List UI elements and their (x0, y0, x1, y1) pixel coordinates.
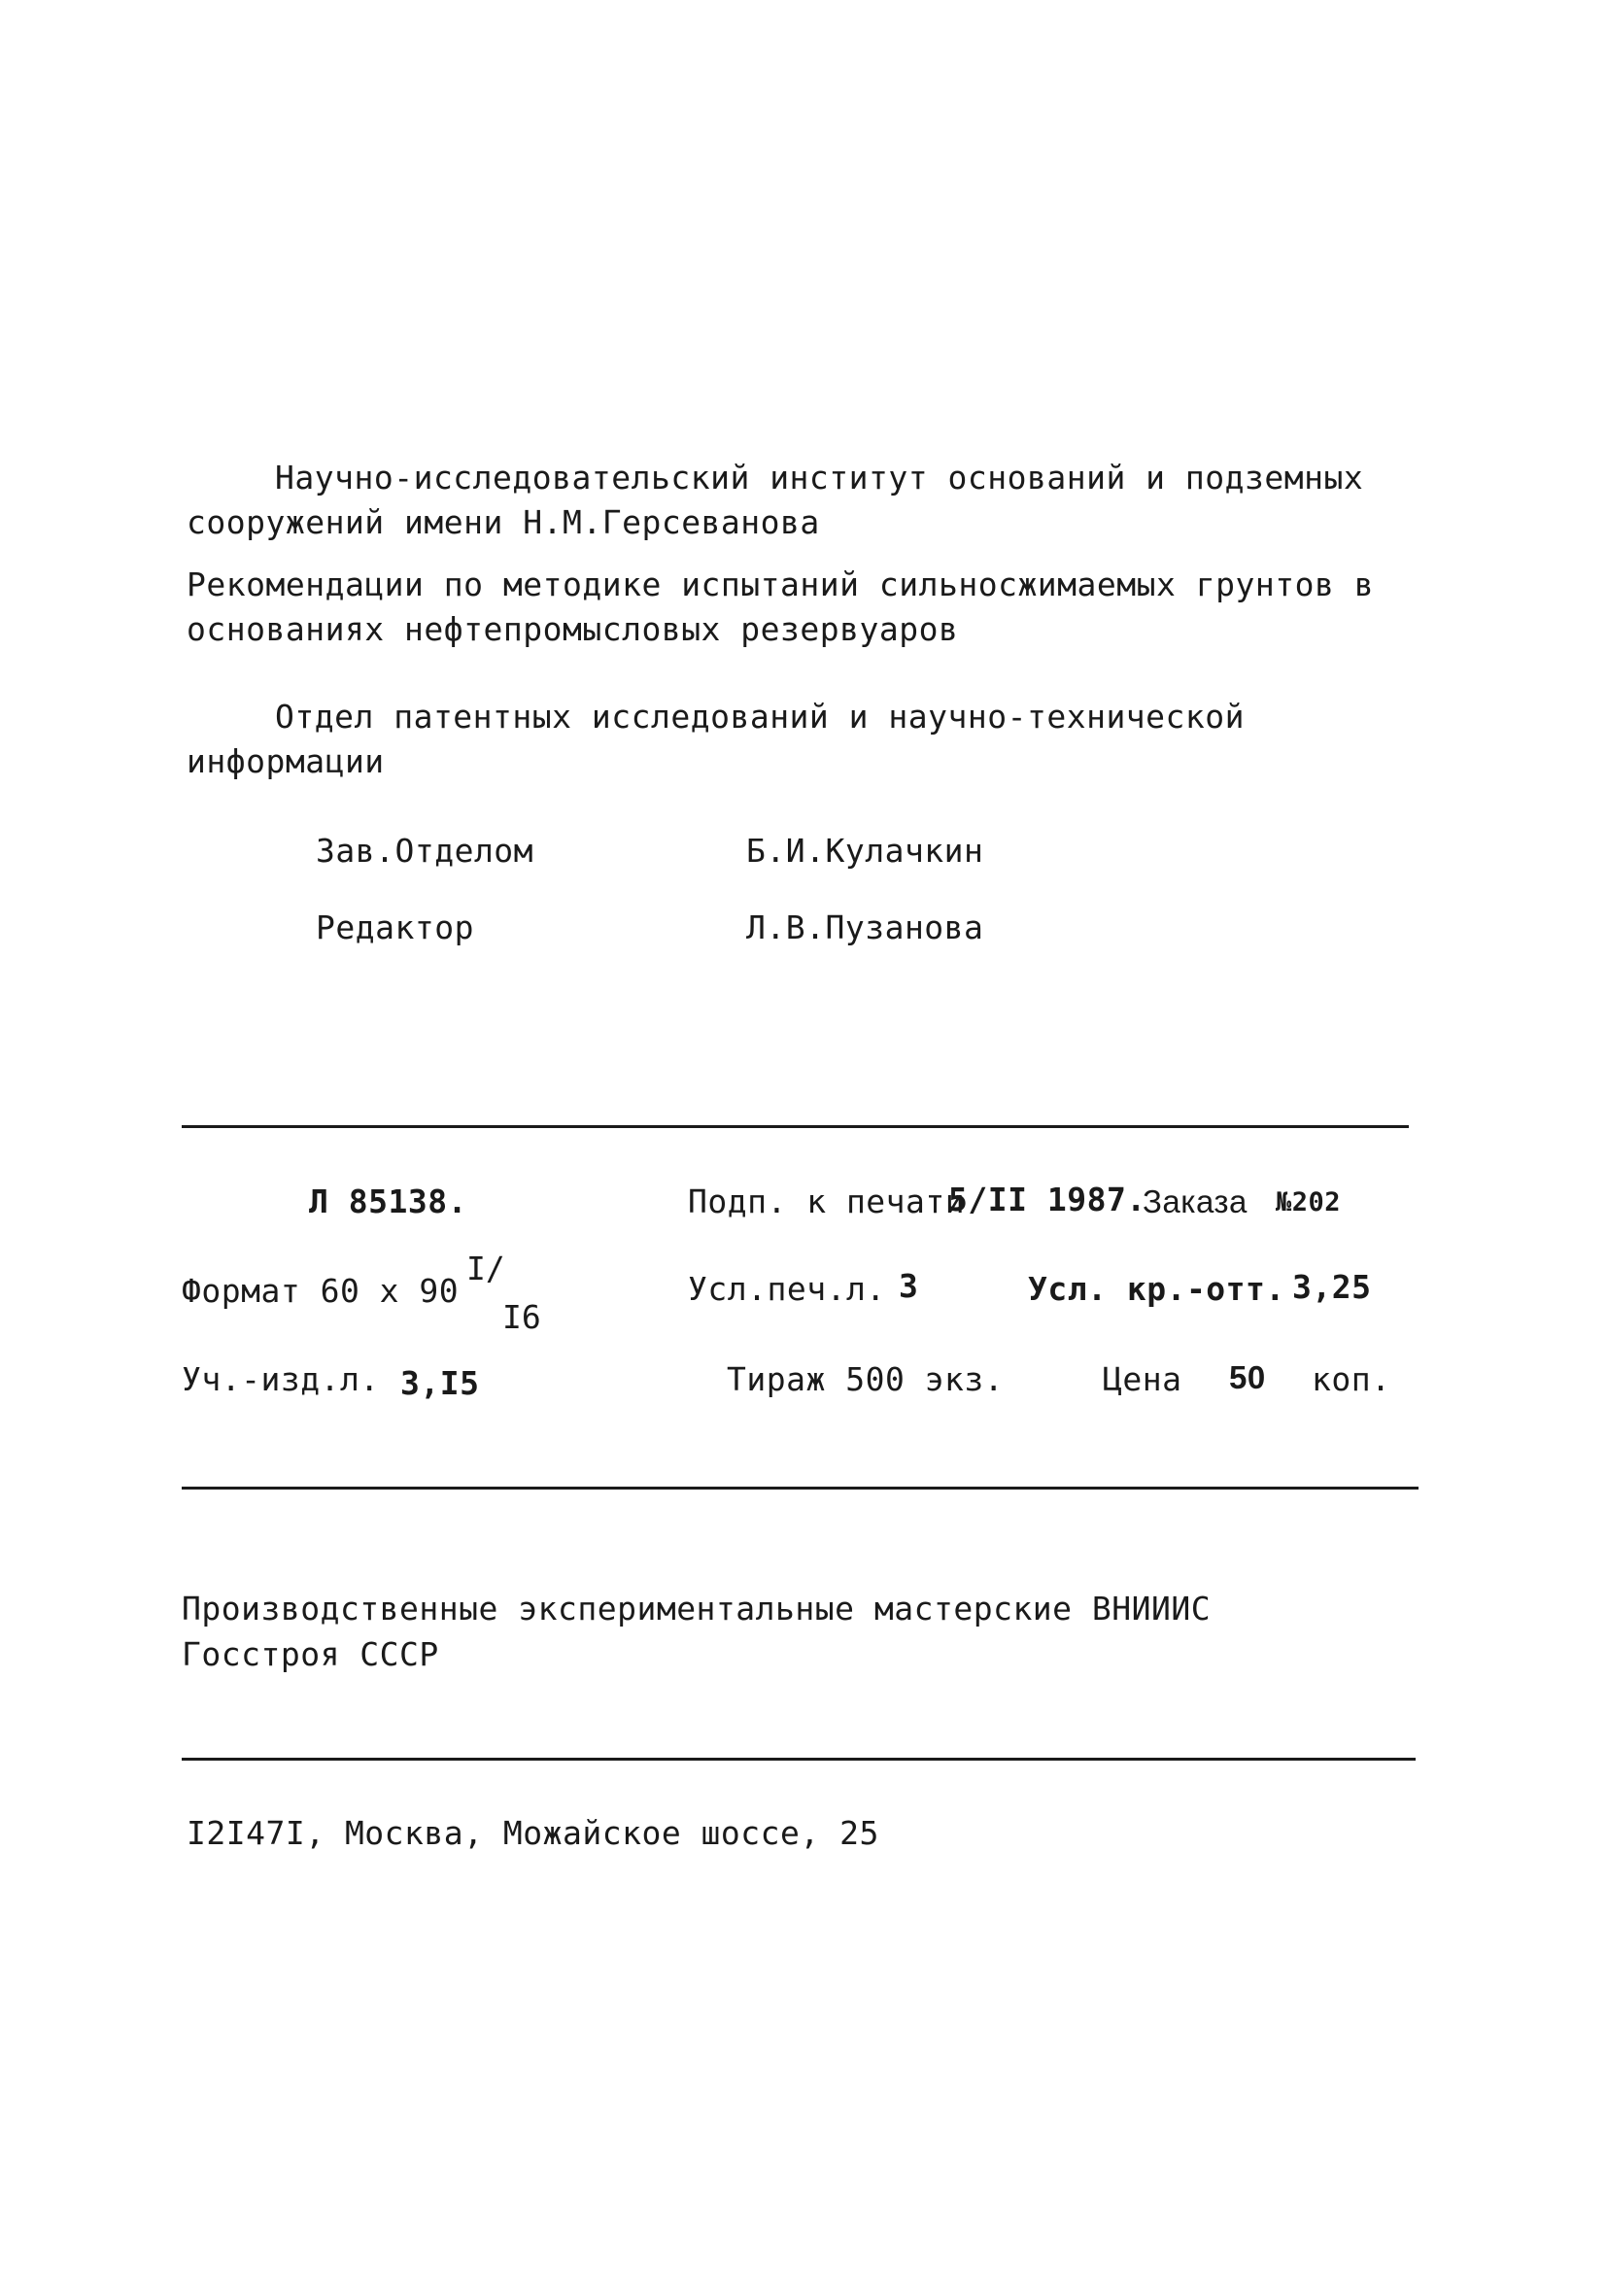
staff-role-editor: Редактор (316, 908, 474, 946)
signed-label: Подп. к печати (688, 1182, 966, 1220)
staff-name-editor: Л.В.Пузанова (746, 908, 984, 946)
title-line-1: Рекомендации по методике испытаний сильносжимаемых грунтов в (187, 565, 1375, 603)
price-unit: коп. (1312, 1360, 1391, 1398)
price-label: Цена (1103, 1360, 1182, 1398)
institute-line-2: сооружений имени Н.М.Герсеванова (187, 503, 820, 541)
format-fraction-denominator: I6 (502, 1298, 541, 1336)
signed-date: 5/II 1987. (948, 1181, 1146, 1218)
divider-top (182, 1125, 1409, 1128)
price-value: 50 (1229, 1359, 1266, 1395)
divider-bottom (182, 1758, 1416, 1761)
department-line-1: Отдел патентных исследований и научно-технической (275, 698, 1246, 736)
divider-middle (182, 1487, 1419, 1490)
title-line-2: основаниях нефтепромысловых резервуаров (187, 610, 959, 648)
format-label: Формат 60 x 90 (182, 1272, 460, 1310)
department-line-2: информации (187, 742, 385, 780)
institute-line-1: Научно-исследовательский институт оснований и подземных (275, 459, 1364, 497)
printer-line-2: Госстроя СССР (182, 1635, 439, 1673)
pub-sheets-label: Уч.-изд.л. (182, 1360, 380, 1398)
print-run: Тираж 500 экз. (727, 1360, 1005, 1398)
color-prints-label: Усл. кр.-отт. (1028, 1270, 1285, 1308)
staff-role-head: Зав.Отделом (316, 832, 534, 870)
print-sheets-label: Усл.печ.л. (688, 1270, 886, 1308)
pub-sheets-value: 3,I5 (400, 1364, 480, 1402)
order-label: Заказа (1143, 1183, 1248, 1219)
license-number: Л 85138. (309, 1182, 467, 1220)
color-prints-value: 3,25 (1292, 1268, 1372, 1306)
address: I2I47I, Москва, Можайское шоссе, 25 (187, 1814, 879, 1852)
printer-line-1: Производственные экспериментальные мастерские ВНИИИС (182, 1590, 1212, 1628)
staff-name-head: Б.И.Кулачкин (746, 832, 984, 870)
order-number: №202 (1276, 1187, 1342, 1217)
format-fraction-numerator: I/ (466, 1250, 505, 1287)
print-sheets-value: 3 (899, 1267, 919, 1305)
